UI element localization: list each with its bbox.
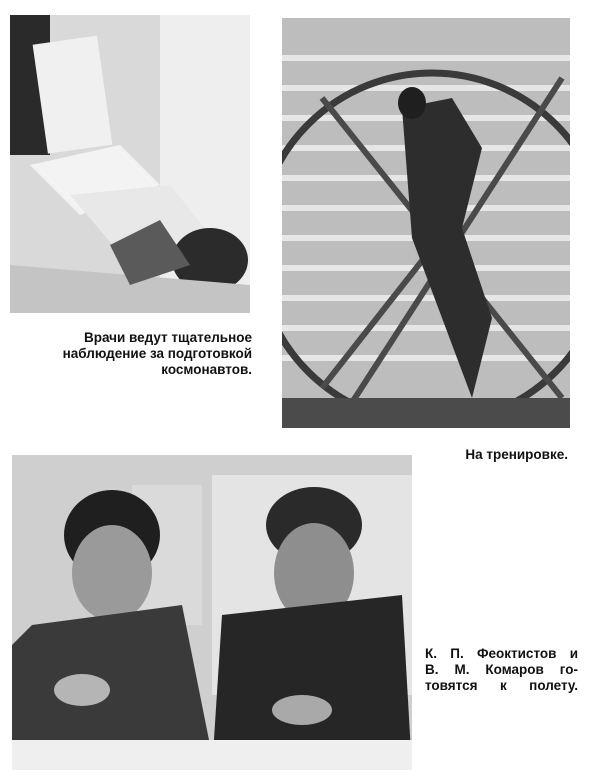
caption-line: наблюдение за подготовкой: [62, 346, 252, 361]
caption-doctors: [10, 330, 252, 378]
training-wheel-photo: [282, 18, 570, 428]
caption-line: К. П. Феоктистов и: [425, 646, 578, 661]
caption-line: товятся к полету.: [425, 678, 578, 693]
caption-line: космонавтов.: [161, 362, 252, 377]
caption-line: На тренировке.: [465, 447, 568, 462]
caption-cosmonauts: [425, 646, 578, 694]
caption-line: Врачи ведут тщательное: [83, 330, 252, 345]
caption-line: В. М. Комаров го-: [425, 662, 578, 677]
feoktistov-komarov-photo: [12, 455, 412, 770]
doctors-observing-cosmonaut-photo: [10, 15, 250, 313]
caption-training: [400, 447, 568, 463]
